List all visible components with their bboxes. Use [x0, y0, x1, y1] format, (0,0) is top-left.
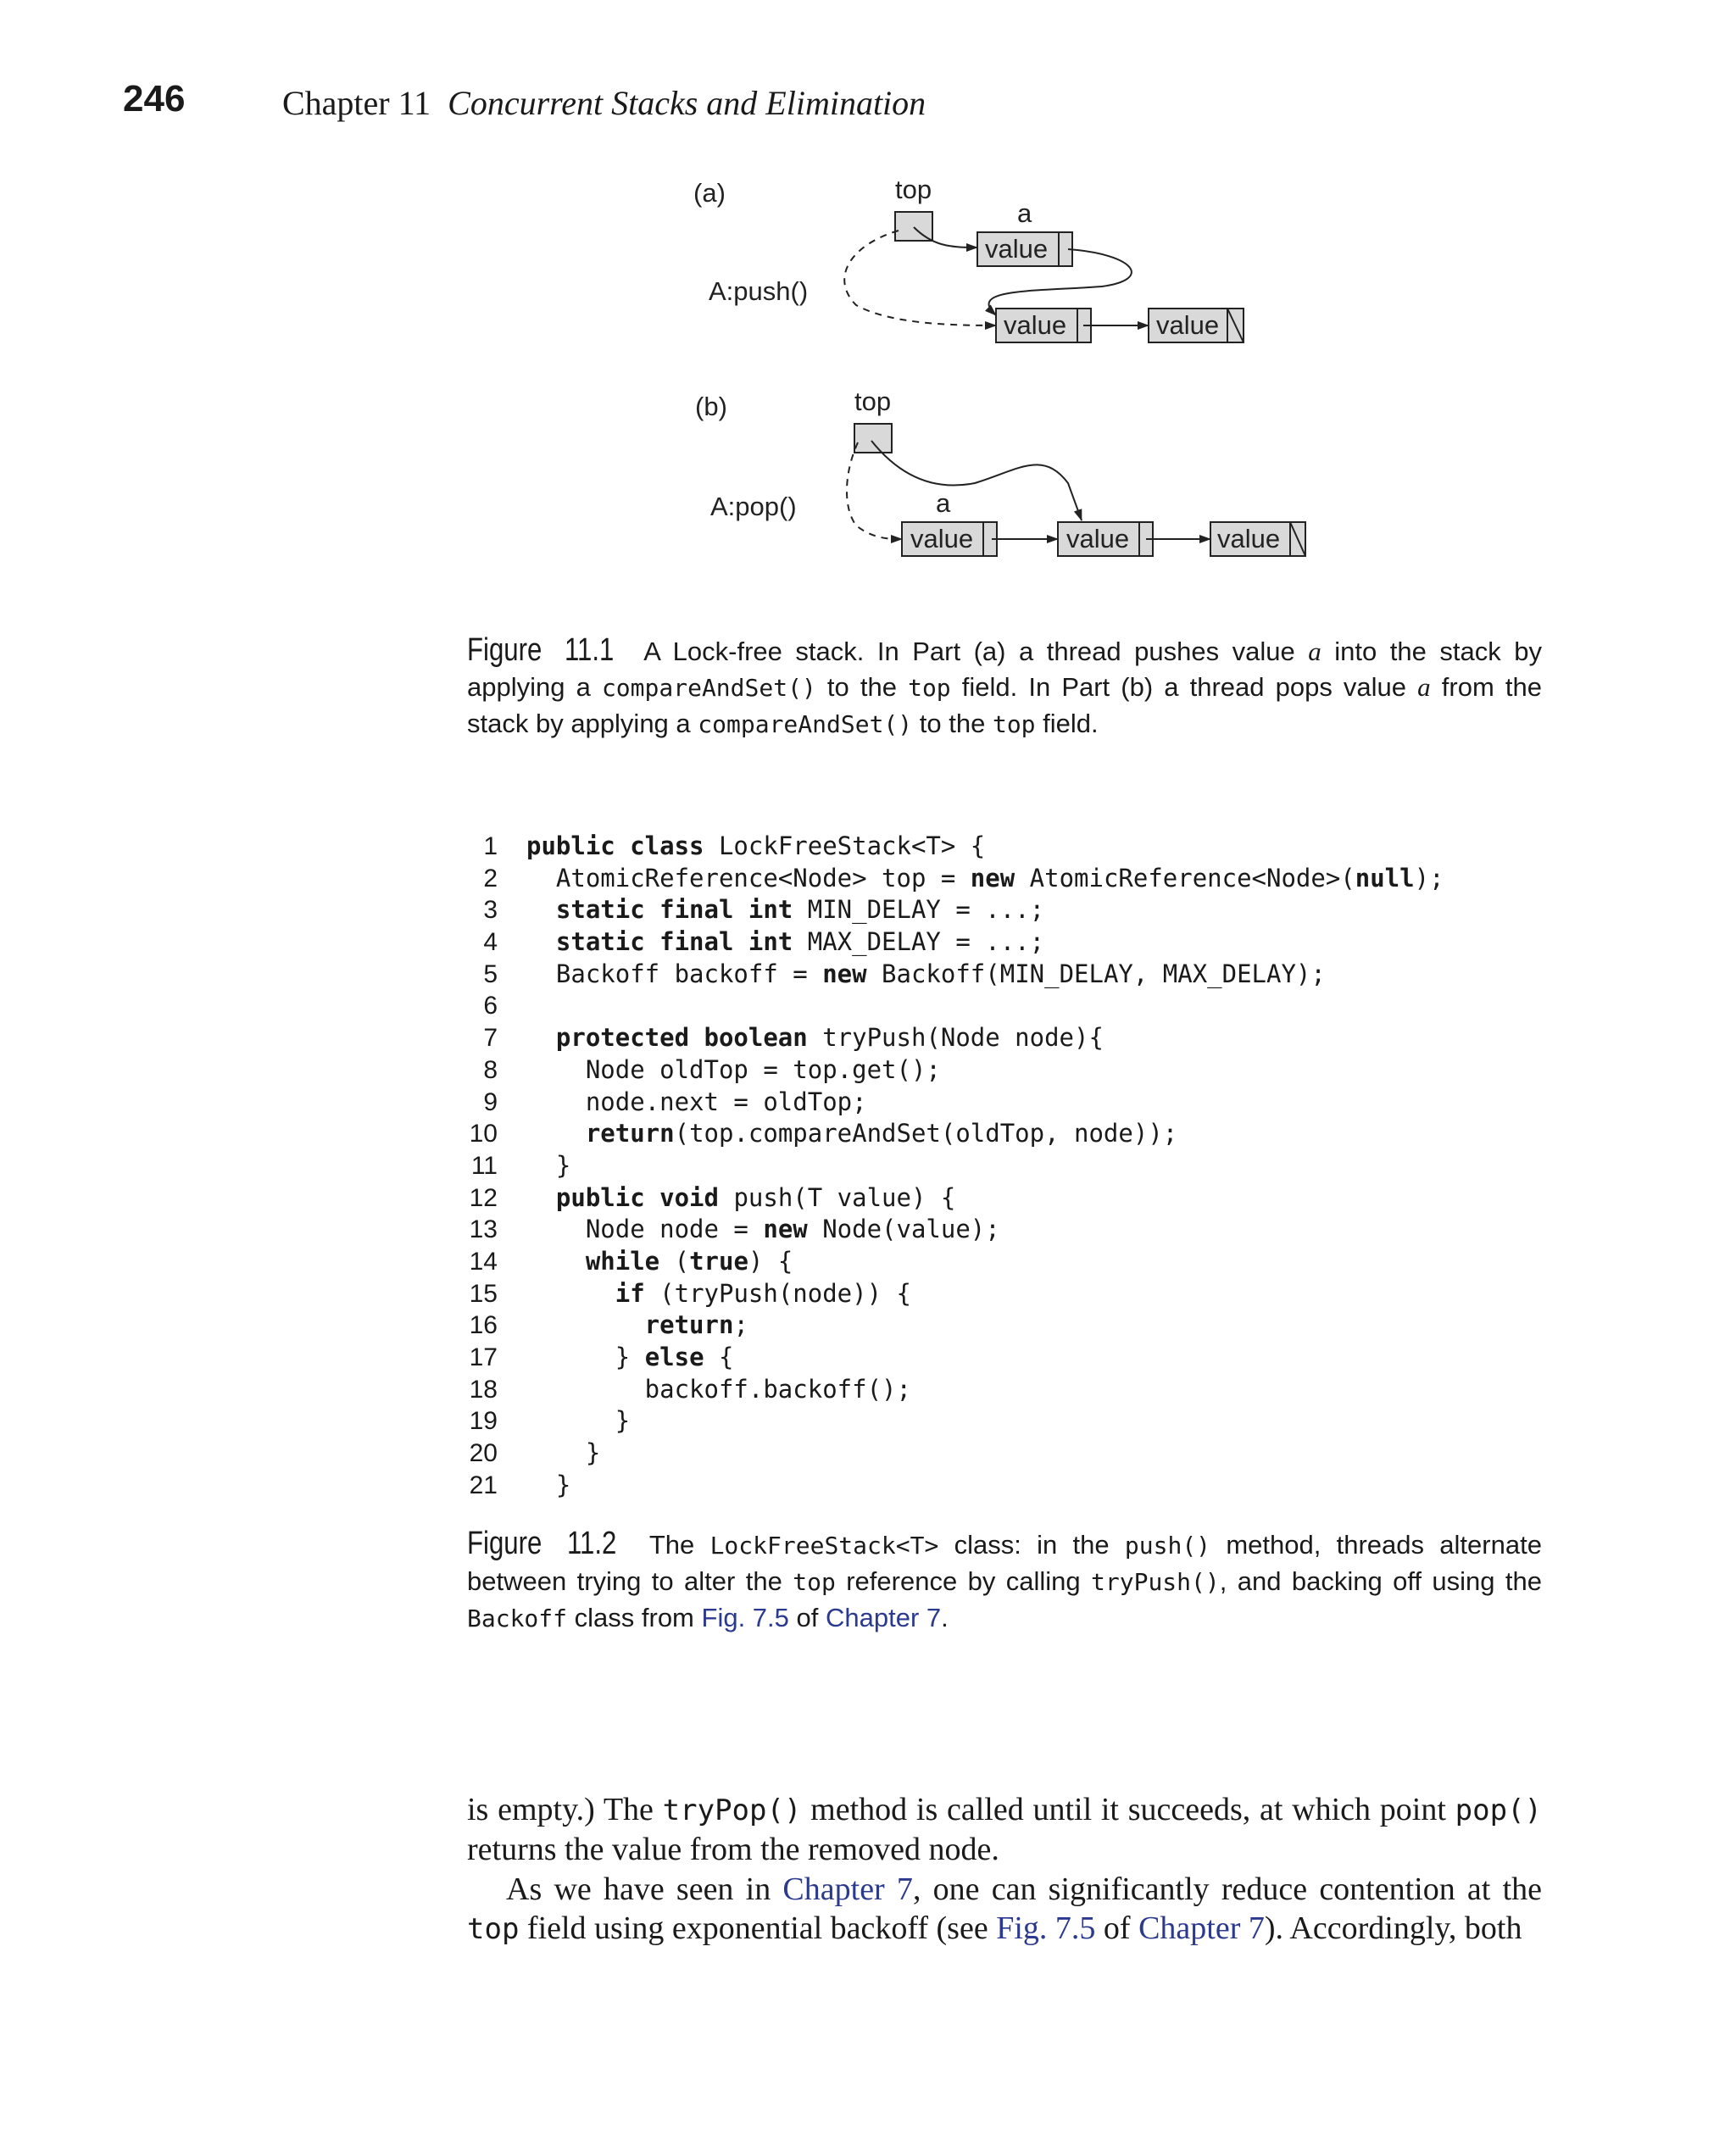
line-number: 1 [483, 832, 498, 860]
figure-number: 11.1 [565, 632, 615, 668]
caption-code: compareAndSet() [698, 710, 913, 738]
line-number: 12 [469, 1183, 498, 1212]
line-number: 21 [469, 1471, 498, 1499]
code-line: 2 AtomicReference<Node> top = new AtomicReference<Node>(null); [467, 863, 1552, 895]
caption-text: A Lock-free stack. In Part (a) a thread pushes value [643, 637, 1295, 666]
part-a-label: (a) [693, 178, 726, 208]
caption-text: field. [1043, 709, 1099, 738]
chapter-title: Concurrent Stacks and Elimination [448, 84, 926, 122]
line-number: 14 [469, 1247, 498, 1276]
inline-code: tryPop() [662, 1793, 802, 1827]
chapter-label: Chapter 11 [282, 84, 431, 122]
caption-text: field. In Part (b) a thread pops value [961, 672, 1407, 702]
code-line: 17 } else { [467, 1342, 1552, 1374]
part-a-node-a-value: value [985, 234, 1049, 264]
caption-text: class from [574, 1603, 694, 1632]
code-line: 10 return(top.compareAndSet(oldTop, node)); [467, 1118, 1552, 1150]
caption-code: compareAndSet() [601, 674, 816, 702]
caption-text: of [796, 1603, 819, 1632]
caption-var: a [1417, 672, 1431, 702]
caption-var: a [1308, 637, 1321, 666]
line-number: 16 [469, 1311, 498, 1340]
line-number: 2 [483, 864, 498, 893]
chapter-link[interactable]: Chapter 7 [782, 1871, 913, 1907]
caption-text: . [941, 1603, 949, 1632]
caption-text: into the stack by applying a [467, 637, 1542, 702]
caption-text: class: in the [954, 1530, 1110, 1560]
caption-code: push() [1124, 1532, 1211, 1560]
code-line: 21 } [467, 1470, 1552, 1502]
caption-code: tryPush() [1091, 1568, 1220, 1596]
part-a-node-1-value: value [1004, 310, 1067, 340]
line-number: 6 [483, 992, 498, 1020]
code-line: 11 } [467, 1150, 1552, 1182]
line-number: 9 [483, 1087, 498, 1116]
figure-label: Figure [467, 632, 542, 668]
line-number: 11 [470, 1151, 498, 1180]
code-line: 13 Node node = new Node(value); [467, 1214, 1552, 1246]
figure-link[interactable]: Fig. 7.5 [996, 1910, 1096, 1946]
part-a-method-label: A:push() [709, 276, 809, 306]
line-number: 13 [469, 1215, 498, 1244]
body-paragraph-1: is empty.) The tryPop() method is called until it succeeds, at which point pop() returns the value from the removed node. [467, 1792, 1543, 1867]
caption-code: top [908, 674, 951, 702]
caption-text: method, threads alternate between trying to alter the [467, 1530, 1542, 1596]
part-b-top-label: top [854, 386, 892, 416]
line-number: 20 [469, 1439, 498, 1468]
line-number: 3 [483, 896, 498, 925]
caption-code: LockFreeStack<T> [709, 1532, 939, 1560]
part-b-node-1-value: value [1066, 524, 1130, 553]
caption-code: Backoff [467, 1604, 568, 1632]
code-listing [467, 831, 1552, 1501]
code-line: 19 } [467, 1405, 1552, 1438]
chapter-link[interactable]: Chapter 7 [1138, 1910, 1265, 1946]
figure-11-1-caption [467, 632, 1542, 742]
caption-text: The [648, 1530, 695, 1560]
part-b-method-label: A:pop() [710, 492, 797, 521]
code-line: 7 protected boolean tryPush(Node node){ [467, 1022, 1552, 1054]
part-b-node-2-value: value [1217, 524, 1281, 553]
caption-text: to the [919, 709, 986, 738]
line-number: 17 [469, 1343, 498, 1371]
chapter-link[interactable]: Chapter 7 [826, 1603, 942, 1632]
code-line: 4 static final int MAX_DELAY = ...; [467, 926, 1552, 959]
caption-text: reference by calling [846, 1566, 1081, 1596]
caption-code: top [992, 710, 1036, 738]
line-number: 19 [469, 1407, 498, 1436]
caption-text: , and backing off using the [1219, 1566, 1542, 1596]
code-line [467, 990, 1552, 1022]
code-line: 9 node.next = oldTop; [467, 1087, 1552, 1119]
code-line: 14 while (true) { [467, 1246, 1552, 1278]
line-number: 5 [483, 959, 498, 988]
figure-number: 11.2 [567, 1526, 617, 1561]
code-line: 15 if (tryPush(node)) { [467, 1278, 1552, 1310]
part-b-label: (b) [695, 392, 727, 421]
line-number: 10 [469, 1120, 498, 1148]
code-line: 3 static final int MIN_DELAY = ...; [467, 894, 1552, 926]
figure-label: Figure [467, 1526, 542, 1561]
part-a-node-2-value: value [1156, 310, 1220, 340]
figure-11-2-caption [467, 1526, 1542, 1637]
line-number: 8 [483, 1055, 498, 1084]
code-line: 1 public class LockFreeStack<T> { [467, 831, 1552, 863]
part-a-node-a-label: a [1017, 198, 1032, 228]
code-line: 18 backoff.backoff(); [467, 1374, 1552, 1406]
caption-code: top [793, 1568, 836, 1596]
inline-code: pop() [1455, 1793, 1543, 1827]
part-b-node-a-value: value [910, 524, 974, 553]
figure-link[interactable]: Fig. 7.5 [701, 1603, 789, 1632]
line-number: 15 [469, 1279, 498, 1308]
caption-text: to the [826, 672, 897, 702]
part-a-top-box [895, 212, 932, 241]
line-number: 7 [483, 1024, 498, 1053]
caption-text: from the stack by applying a [467, 672, 1542, 738]
code-line: 20 } [467, 1438, 1552, 1470]
code-line: 8 Node oldTop = top.get(); [467, 1054, 1552, 1087]
figure-11-1-diagram [0, 0, 1736, 610]
part-b-top-box [854, 424, 892, 453]
part-b-node-a-label: a [936, 488, 951, 518]
part-a-top-label: top [895, 175, 932, 204]
page-number: 246 [123, 78, 186, 120]
line-number: 4 [483, 928, 498, 957]
code-line: 16 return; [467, 1310, 1552, 1342]
line-number: 18 [469, 1375, 498, 1404]
inline-code: top [467, 1912, 520, 1946]
code-line: 12 public void push(T value) { [467, 1182, 1552, 1215]
code-line: 5 Backoff backoff = new Backoff(MIN_DELAY, MAX_DELAY); [467, 959, 1552, 991]
body-paragraph-2: As we have seen in Chapter 7, one can significantly reduce contention at the top field using exponential backoff (see Fig. 7.5 of Chapter 7). Accordingly, both [467, 1871, 1542, 1946]
